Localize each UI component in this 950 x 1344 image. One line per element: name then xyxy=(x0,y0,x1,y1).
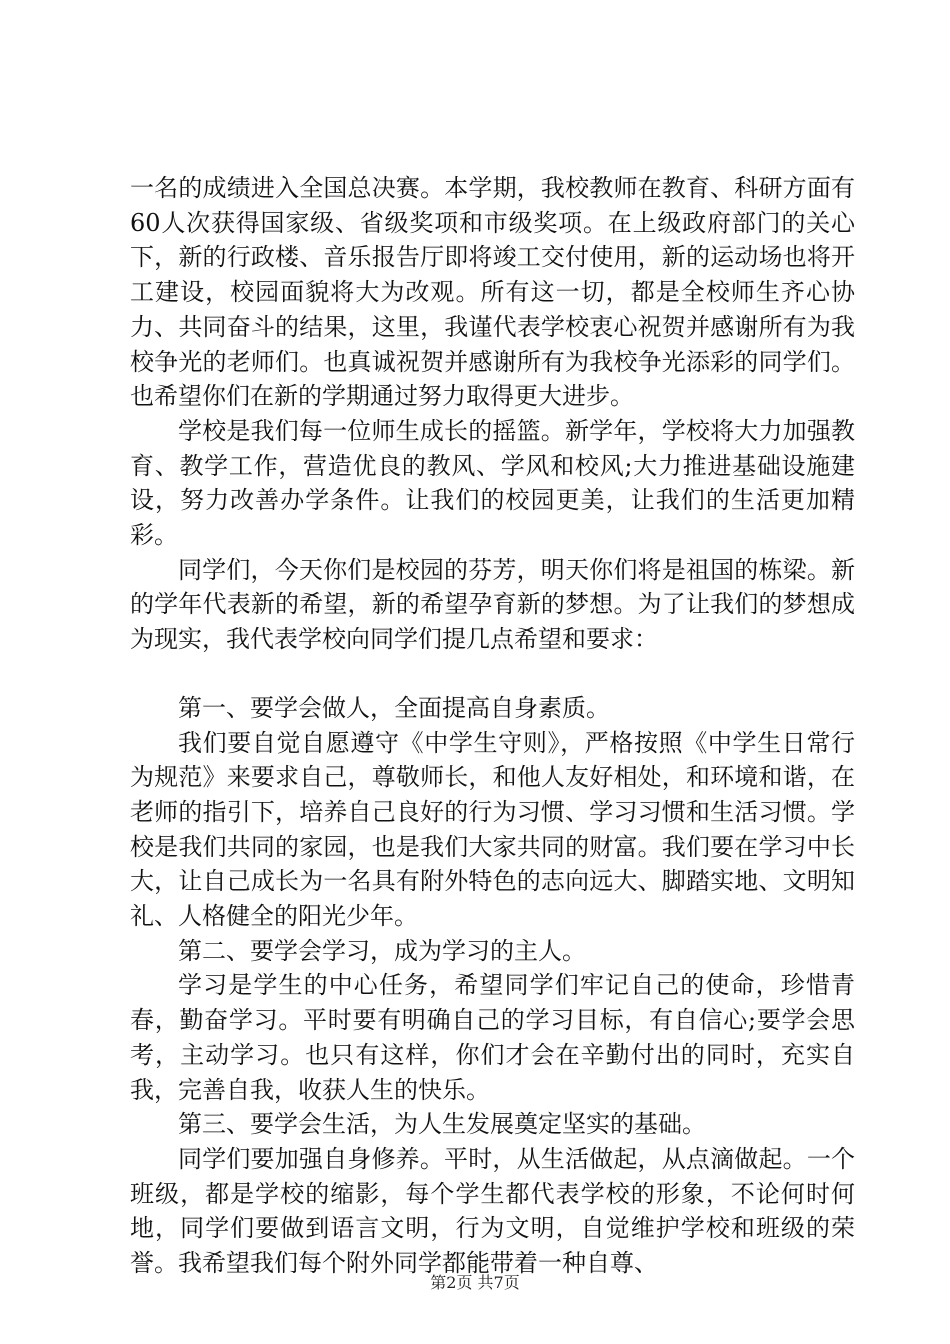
heading-point-three: 第三、要学会生活，为人生发展奠定坚实的基础。 xyxy=(178,1110,706,1139)
paragraph-school-cradle: 学校是我们每一位师生成长的摇篮。新学年，学校将大力加强教育、教学工作，营造优良的教风、学风和校风;大力推进基础设施建设，努力改善办学条件。让我们的校园更美，让我们的生活更加精彩。 xyxy=(130,416,855,550)
paragraph-students-hope: 同学们，今天你们是校园的芬芳，明天你们将是祖国的栋梁。新的学年代表新的希望，新的希望孕育新的梦想。为了让我们的梦想成为现实，我代表学校向同学们提几点希望和要求： xyxy=(130,555,855,654)
paragraph-gap xyxy=(130,657,855,691)
paragraph-point-one: 我们要自觉自愿遵守《中学生守则》，严格按照《中学生日常行为规范》来要求自己，尊敬师长，和他人友好相处，和环境和谐，在老师的指引下，培养自己良好的行为习惯、学习习惯和生活习惯。学校是我们共同的家园，也是我们大家共同的财富。我们要在学习中长大，让自己成长为一名具有附外特色的志向远大、脚踏实地、文明知礼、人格健全的阳光少年。 xyxy=(130,728,855,931)
document-body xyxy=(130,171,855,1281)
paragraph-point-three: 同学们要加强自身修养。平时，从生活做起，从点滴做起。一个班级，都是学校的缩影，每个学生都代表学校的形象，不论何时何地，同学们要做到语言文明，行为文明，自觉维护学校和班级的荣誉。我希望我们每个附外同学都能带着一种自尊、 xyxy=(130,1144,855,1278)
paragraph-achievements: 一名的成绩进入全国总决赛。本学期，我校教师在教育、科研方面有60人次获得国家级、省级奖项和市级奖项。在上级政府部门的关心下，新的行政楼、音乐报告厅即将竣工交付使用，新的运动场也将开工建设，校园面貌将大为改观。所有这一切，都是全校师生齐心协力、共同奋斗的结果，这里，我谨代表学校衷心祝贺并感谢所有为我校争光的老师们。也真诚祝贺并感谢所有为我校争光添彩的同学们。也希望你们在新的学期通过努力取得更大进步。 xyxy=(130,174,855,411)
paragraph-point-two: 学习是学生的中心任务，希望同学们牢记自己的使命，珍惜青春，勤奋学习。平时要有明确自己的学习目标，有自信心;要学会思考，主动学习。也只有这样，你们才会在辛勤付出的同时，充实自我，完善自我，收获人生的快乐。 xyxy=(130,971,855,1104)
page-number-footer: 第2页 共7页 xyxy=(430,1273,520,1292)
heading-point-two: 第二、要学会学习，成为学习的主人。 xyxy=(178,936,586,965)
heading-point-one: 第一、要学会做人，全面提高自身素质。 xyxy=(178,693,610,722)
